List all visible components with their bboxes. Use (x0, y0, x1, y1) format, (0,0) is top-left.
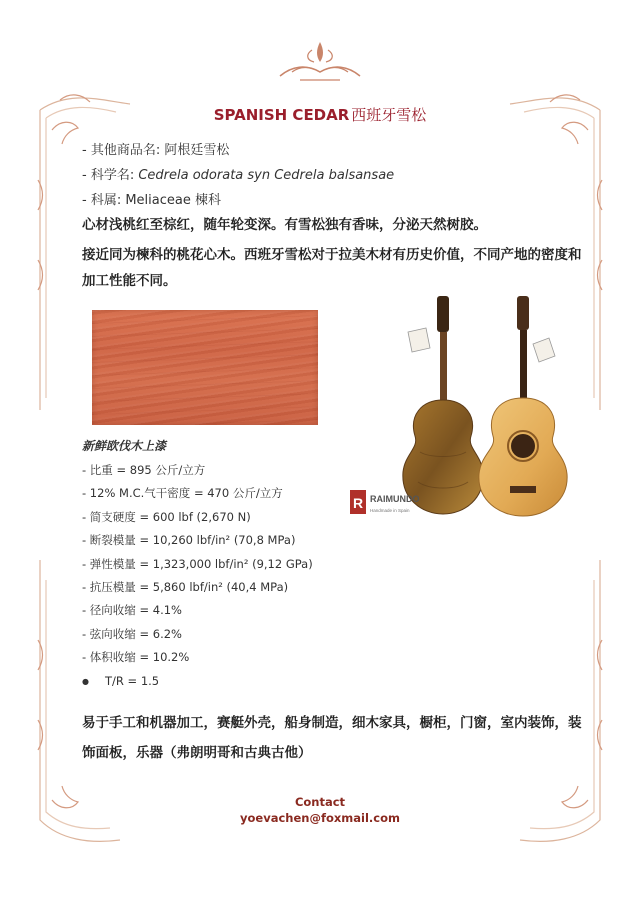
top-ornament-icon (280, 42, 360, 80)
property-item: - 比重 = 895 公斤/立方 (82, 463, 206, 477)
scientific-name-row (82, 164, 394, 183)
page-title (0, 104, 640, 125)
family-row (82, 189, 221, 208)
property-item: - 弹性模量 = 1,323,000 lbf/in² (9,12 GPa) (82, 556, 313, 571)
properties-heading: 新鲜欧伐木上漆 (82, 439, 167, 453)
properties-list (82, 459, 313, 693)
property-item: - 12% M.C.气干密度 = 470 公斤/立方 (82, 486, 283, 501)
uses-paragraph: 易于手工和机器加工，赛艇外壳，船身制造，细木家具，橱柜，门窗，室内装饰，装饰面板，乐器（弗朗明哥和古典古他） (82, 715, 582, 761)
contact-block (0, 794, 640, 826)
svg-text:R: R (353, 495, 364, 511)
property-item: - 弦向收缩 = 6.2% (82, 626, 182, 641)
wood-sample-image (92, 310, 318, 425)
guitars-image (340, 292, 590, 532)
property-item: - 断裂模量 = 10,260 lbf/in² (70,8 MPa) (82, 533, 296, 548)
contact-email[interactable]: yoevachen@foxmail.com (240, 811, 400, 825)
contact-label: Contact (294, 795, 346, 809)
property-item: - 体积收缩 = 10.2% (82, 650, 190, 665)
other-names: - 其他商品名: 阿根廷雪松 (82, 143, 230, 158)
family-name: Meliaceae 楝科 (125, 193, 221, 208)
description-line-1: 心材浅桃红至棕红，随年轮变深。有雪松独有香味，分泌天然树胶。 (82, 217, 487, 233)
title-chinese: 西班牙雪松 (351, 106, 427, 124)
description-line-2: 接近同为楝科的桃花心木。西班牙雪松对于拉美木材有历史价值，不同产地的密度和加工性能不同。 (82, 247, 582, 289)
brand-name: RAIMUNDO (370, 494, 420, 504)
scientific-name-label: - 科学名: (82, 168, 139, 183)
brand-tagline: Handmade in Spain (370, 508, 410, 513)
property-item-bullet: ● T/R = 1.5 (82, 670, 313, 693)
property-item: - 抗压模量 = 5,860 lbf/in² (40,4 MPa) (82, 579, 289, 594)
scientific-name: Cedrela odorata syn Cedrela balsansae (138, 168, 395, 183)
family-label: - 科属: (82, 193, 126, 208)
title-english: SPANISH CEDAR (213, 106, 350, 124)
raimundo-logo (350, 490, 420, 514)
guitar-front-icon (479, 296, 567, 516)
property-item: - 简支硬度 = 600 lbf (2,670 N) (82, 509, 251, 524)
guitar-back-icon (403, 296, 483, 514)
property-item: - 径向收缩 = 4.1% (82, 603, 182, 618)
